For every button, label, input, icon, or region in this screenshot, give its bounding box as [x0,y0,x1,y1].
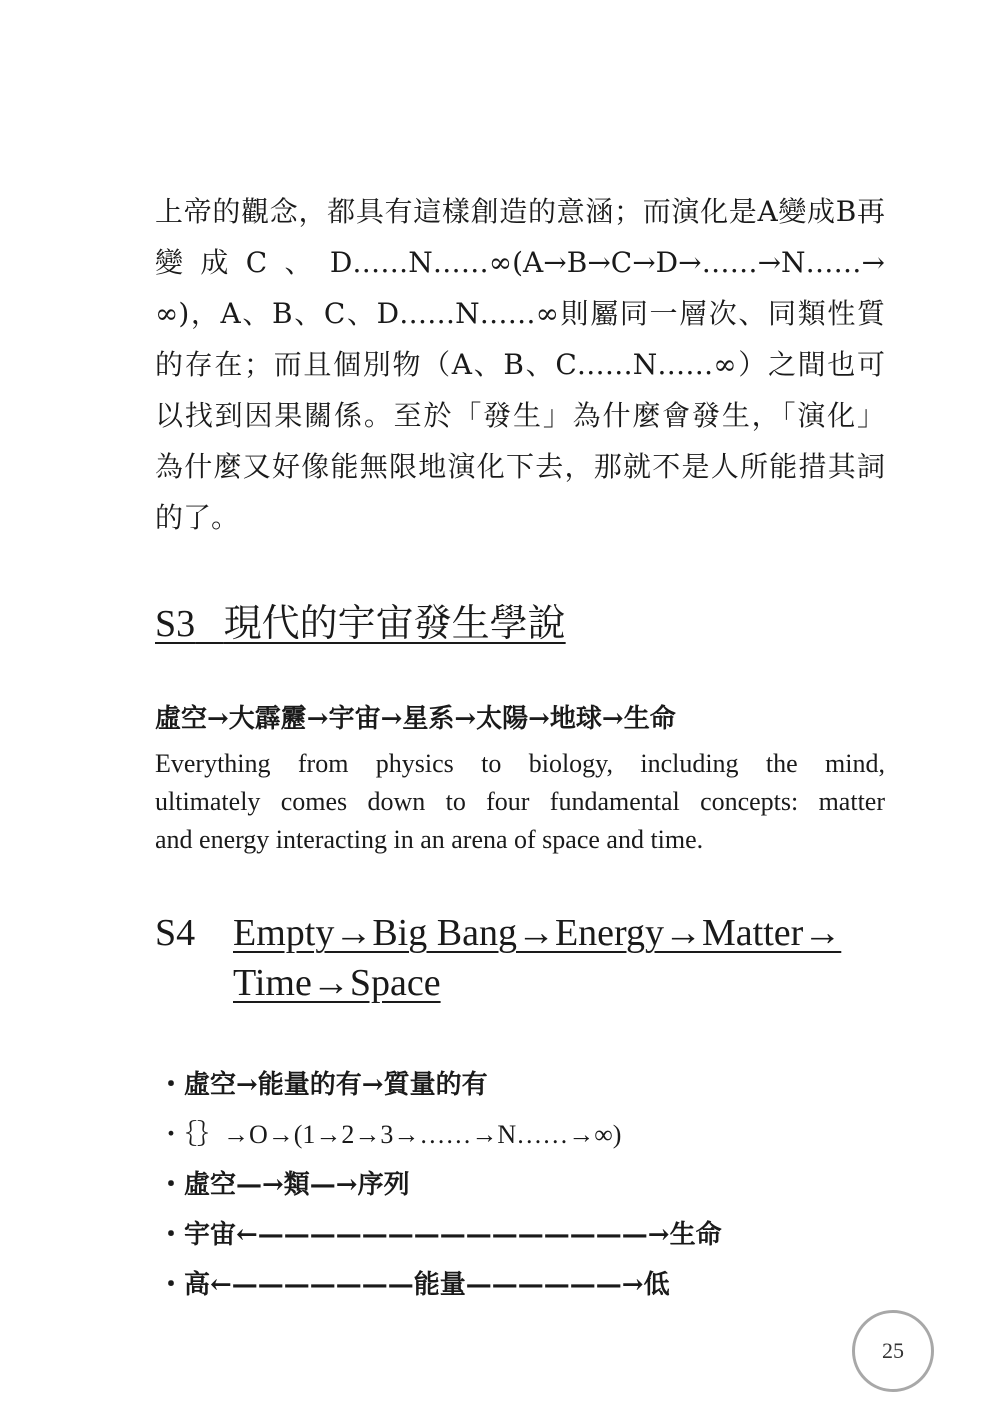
paragraph-line: 為什麼又好像能無限地演化下去，那就不是人所能措其詞 [155,450,885,483]
section-s3-title: 現代的宇宙發生學說 [223,603,566,645]
page-number [852,1310,934,1392]
paragraph-line: 上帝的觀念，都具有這樣創造的意涵；而演化是A變成B再 [155,195,885,228]
paragraph-line: ∞)，A、B、C、D……N……∞則屬同一層次、同類性質 [155,297,885,330]
bullet-item: ・高←———————能量——————→低 [158,1270,670,1300]
section-s4-title-line1: Empty→Big Bang→Energy→Matter→ [233,912,842,954]
section-s4-title-line2: Time→Space [233,962,441,1004]
bullet-item: ・｛｝→O→(1→2→3→……→N……→∞) [158,1120,622,1149]
cosmology-chain: 虛空→大霹靂→宇宙→星系→太陽→地球→生命 [155,704,676,734]
quote-line: Everything from physics to biology, including the mind, [155,749,885,778]
quote-line: and energy interacting in an arena of space and time. [155,825,704,854]
paragraph-line: 以找到因果關係。至於「發生」為什麼會發生，「演化」 [155,399,885,432]
paragraph-line: 變成C、D……N……∞(A→B→C→D→……→N……→ [155,246,885,279]
section-s3-heading [155,592,566,647]
page-number-text: 25 [882,1338,904,1363]
bullet-item: ・虛空—→類—→序列 [158,1170,410,1200]
paragraph-line: 的了。 [155,501,240,534]
english-quote [155,745,885,859]
section-s4-number: S4 [155,912,196,954]
quote-line: ultimately comes down to four fundamental concepts: matter [155,787,885,816]
bullet-item: ・虛空→能量的有→質量的有 [158,1070,488,1100]
section-s4-heading [155,908,841,1008]
body-paragraph [155,186,885,543]
section-s3-number: S3 [155,603,196,645]
bullet-item: ・宇宙←———————————————→生命 [158,1220,722,1250]
paragraph-line: 的存在；而且個別物（A、B、C……N……∞）之間也可 [155,348,885,381]
bullet-list [158,1060,722,1310]
